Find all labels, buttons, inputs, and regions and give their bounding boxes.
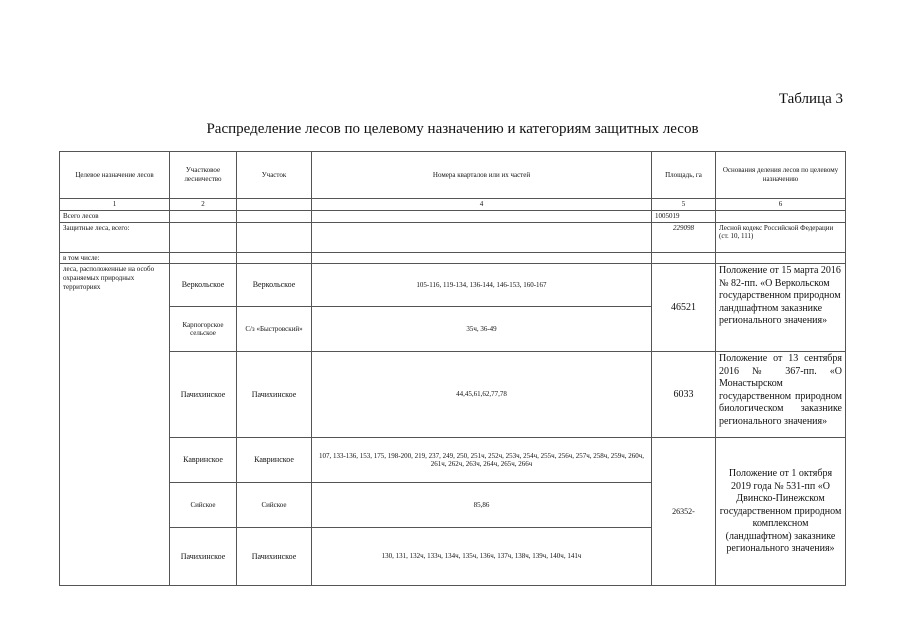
protective-row [60,222,846,252]
quarters-cell: 107, 133-136, 153, 175, 198-200, 219, 237, 249, 250, 251ч, 252ч, 253ч, 254ч, 255ч, 256ч, 257ч, 258ч, 259ч, 260ч, 261ч, 262ч, 263ч, 264ч, 265ч, 266ч [312,438,652,483]
header-area: Площадь, га [652,152,716,199]
plot-cell: С/з «Быстровский» [237,307,312,352]
including-row [60,252,846,264]
column-number: 4 [312,199,652,211]
total-label: Всего лесов [60,210,170,222]
basis-cell: Положение от 13 сентября 2016 № 367-пп. «О Монастырском государственном природном биологическом заказнике регионального значения» [716,352,846,438]
column-number: 5 [652,199,716,211]
including-label: в том числе: [60,252,170,264]
forestry-cell: Карпогорское сельское [170,307,237,352]
forestry-cell: Веркольское [170,264,237,307]
plot-cell: Пачихинское [237,352,312,438]
forestry-cell: Кавринское [170,438,237,483]
column-number: 6 [716,199,846,211]
column-number: 2 [170,199,237,211]
area-cell: 6033 [652,352,716,438]
forestry-cell: Сийское [170,483,237,528]
protective-area: 229098 [652,222,716,252]
quarters-cell: 44,45,61,62,77,78 [312,352,652,438]
table-row [60,352,846,438]
table-title: Распределение лесов по целевому назначению и категориям защитных лесов [206,121,699,137]
protective-basis: Лесной кодекс Российской Федерации (ст. 10, 111) [716,222,846,252]
plot-cell: Пачихинское [237,528,312,586]
oopt-label: леса, расположенные на особо охраняемых природных территориях [60,264,170,586]
plot-cell: Сийское [237,483,312,528]
header-quarters: Номера кварталов или их частей [312,152,652,199]
header-basis: Основания деления лесов по целевому назначению [716,152,846,199]
header-purpose: Целевое назначение лесов [60,152,170,199]
header-forestry: Участковое лесничество [170,152,237,199]
quarters-cell: 85,86 [312,483,652,528]
quarters-cell: 35ч, 36-49 [312,307,652,352]
total-row [60,210,846,222]
column-number: 1 [60,199,170,211]
forest-distribution-table [59,151,846,586]
column-number [237,199,312,211]
table-row [60,438,846,483]
header-row [60,152,846,199]
table-number-label: Таблица 3 [778,91,843,107]
header-plot: Участок [237,152,312,199]
total-area: 1005019 [652,210,716,222]
quarters-cell: 105-116, 119-134, 136-144, 146-153, 160-167 [312,264,652,307]
area-cell: 46521 [652,264,716,352]
basis-cell: Положение от 15 марта 2016 № 82-пп. «О Веркольском государственном природном ландшафтном заказнике регионального значения» [716,264,846,352]
plot-cell: Веркольское [237,264,312,307]
column-number-row [60,199,846,211]
forestry-cell: Пачихинское [170,352,237,438]
forestry-cell: Пачихинское [170,528,237,586]
area-cell: 26352- [652,438,716,586]
table-row [60,264,846,307]
protective-label: Защитные леса, всего: [60,222,170,252]
basis-cell: Положение от 1 октября 2019 года № 531-пп «О Двинско-Пинежском государственном природном комплексном (ландшафтном) заказнике регионального значения» [716,438,846,586]
quarters-cell: 130, 131, 132ч, 133ч, 134ч, 135ч, 136ч, 137ч, 138ч, 139ч, 140ч, 141ч [312,528,652,586]
plot-cell: Кавринское [237,438,312,483]
